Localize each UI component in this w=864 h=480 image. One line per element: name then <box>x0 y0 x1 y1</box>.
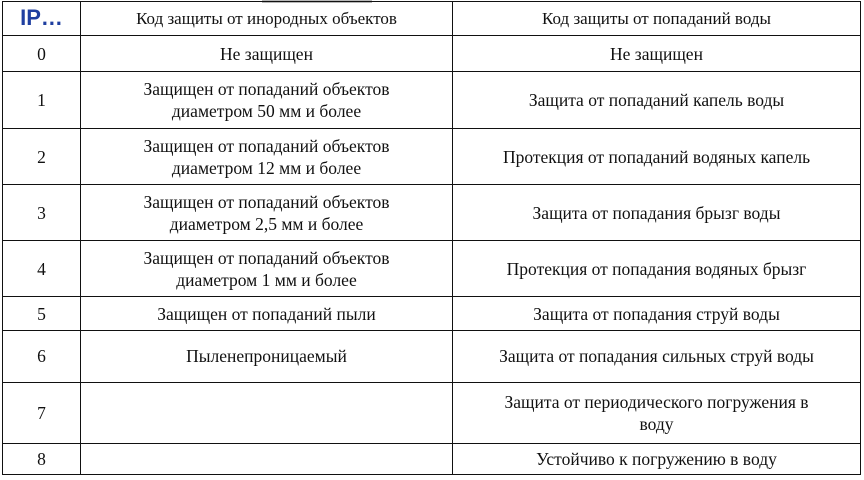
table-row <box>3 241 861 297</box>
solids-cell <box>81 241 453 297</box>
table-row <box>3 185 861 241</box>
water-line: воду <box>639 414 674 434</box>
header-water <box>453 2 861 36</box>
water-cell <box>453 36 861 72</box>
table-row <box>3 72 861 129</box>
header-ip-label: IP… <box>20 5 63 30</box>
ip-code-cell: 7 <box>3 383 81 444</box>
solids-line: диаметром 2,5 мм и более <box>169 213 364 234</box>
ip-code-cell: 4 <box>3 241 81 297</box>
solids-line: Защищен от попаданий объектов <box>143 247 390 268</box>
table-row <box>3 331 861 383</box>
ip-code-cell: 0 <box>3 36 81 72</box>
solids-line: Пыленепроницаемый <box>186 346 347 366</box>
ip-code-cell: 2 <box>3 129 81 185</box>
table-row <box>3 36 861 72</box>
water-cell <box>453 72 861 129</box>
solids-line: диаметром 12 мм и более <box>171 157 362 178</box>
ip-code-cell: 3 <box>3 185 81 241</box>
ip-code-cell: 6 <box>3 331 81 383</box>
solids-line: Защищен от попаданий пыли <box>157 303 376 324</box>
solids-cell-empty <box>81 444 453 475</box>
ip-rating-table <box>2 1 861 475</box>
solids-line: Не защищен <box>220 43 313 64</box>
water-cell <box>453 331 861 383</box>
ip-code-cell: 5 <box>3 297 81 331</box>
water-cell <box>453 129 861 185</box>
table-row <box>3 444 861 475</box>
solids-cell <box>81 129 453 185</box>
water-line: Не защищен <box>610 43 703 64</box>
header-solids <box>81 2 453 36</box>
header-water-label: Код защиты от попаданий воды <box>542 9 771 28</box>
water-line: Защита от периодического погружения в <box>504 392 809 412</box>
ip-code-cell: 8 <box>3 444 81 475</box>
ip-code-cell: 1 <box>3 72 81 129</box>
water-line: Протекция от попаданий водяных капель <box>502 146 811 167</box>
water-cell <box>453 444 861 475</box>
header-solids-label: Код защиты от инородных объектов <box>136 9 397 28</box>
water-cell <box>453 241 861 297</box>
solids-line: диаметром 1 мм и более <box>176 269 357 290</box>
solids-cell <box>81 185 453 241</box>
solids-line: Защищен от попаданий объектов <box>143 79 390 99</box>
solids-cell <box>81 72 453 129</box>
water-cell <box>453 297 861 331</box>
header-ip <box>3 2 81 36</box>
solids-line: Защищен от попаданий объектов <box>143 191 390 212</box>
solids-cell <box>81 331 453 383</box>
water-cell <box>453 383 861 444</box>
solids-cell-empty <box>81 383 453 444</box>
solids-line: диаметром 50 мм и более <box>171 101 362 121</box>
water-line: Устойчиво к погружению в воду <box>536 449 777 469</box>
water-line: Защита от попадания сильных струй воды <box>499 346 814 366</box>
table-row <box>3 383 861 444</box>
solids-line: Защищен от попаданий объектов <box>143 135 390 156</box>
table-row <box>3 129 861 185</box>
water-line: Протекция от попадания водяных брызг <box>506 258 807 279</box>
table-header-row <box>3 2 861 36</box>
water-line: Защита от попадания брызг воды <box>532 202 781 223</box>
table-row <box>3 297 861 331</box>
water-cell <box>453 185 861 241</box>
water-line: Защита от попадания струй воды <box>533 303 780 324</box>
solids-cell <box>81 36 453 72</box>
solids-cell <box>81 297 453 331</box>
water-line: Защита от попаданий капель воды <box>528 90 785 110</box>
